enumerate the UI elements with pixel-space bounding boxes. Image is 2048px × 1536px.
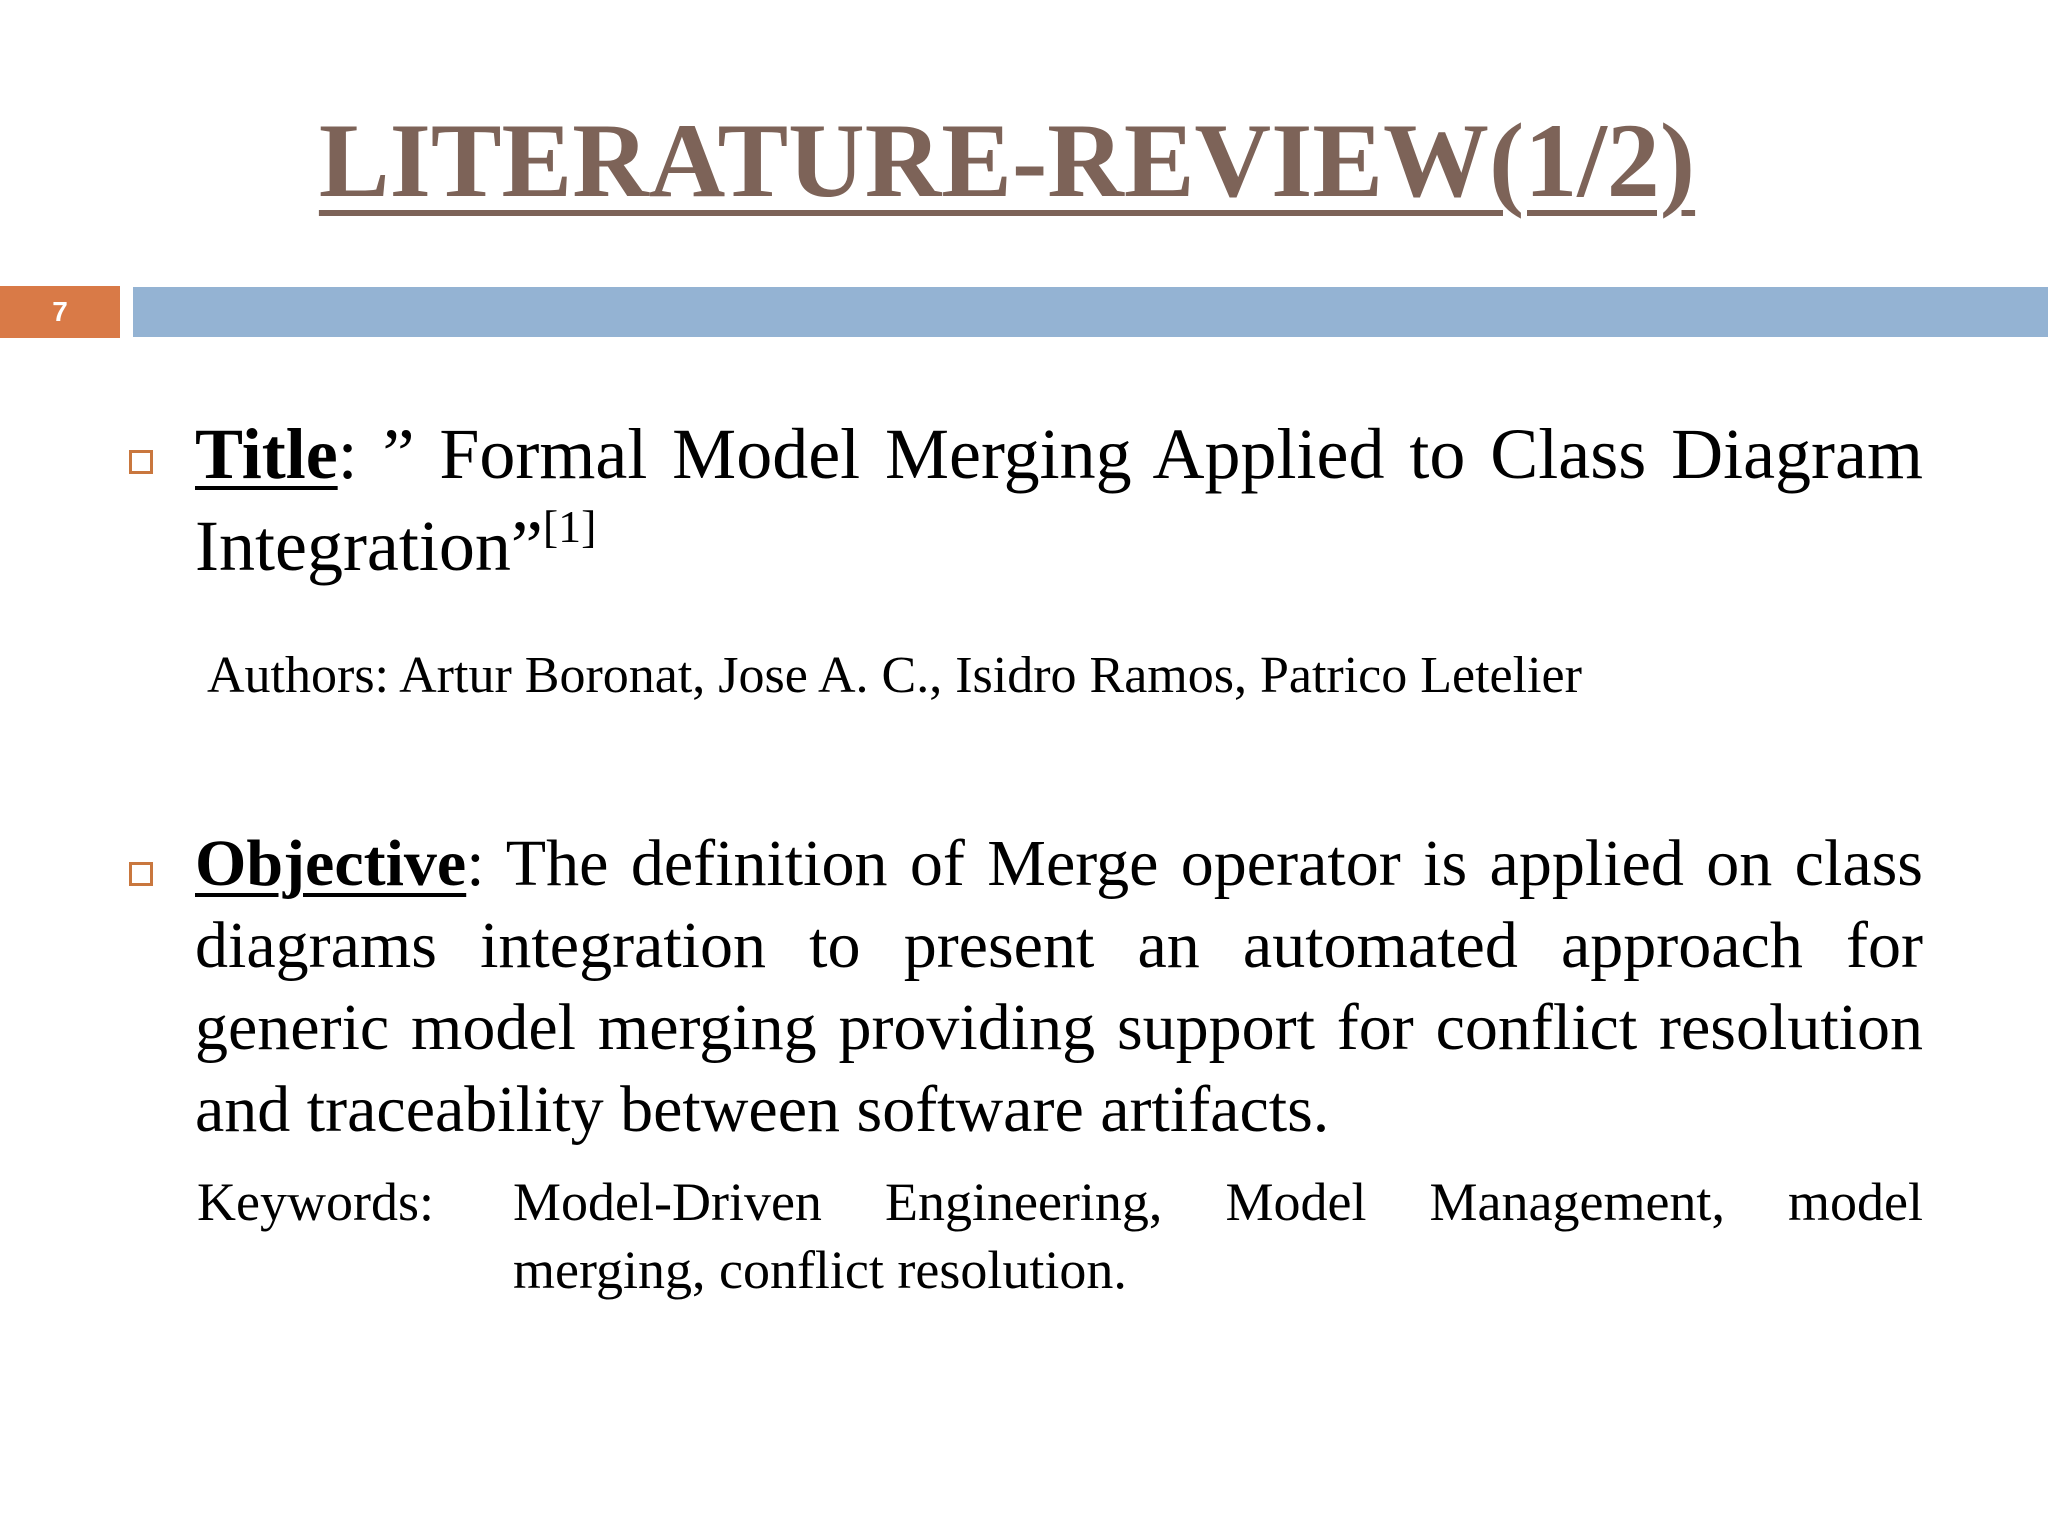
keywords-block	[197, 1168, 1923, 1304]
reference-marker: [1]	[542, 501, 597, 552]
authors-line: Authors: Artur Boronat, Jose A. C., Isidro Ramos, Patrico Letelier	[207, 647, 1582, 704]
paper-title: ” Formal Model Merging Applied to Class Diagram Integration”	[195, 414, 1923, 586]
slide-title-text: LITERATURE-REVIEW(1/2)	[318, 102, 1696, 219]
keywords-label: Keywords:	[197, 1172, 434, 1232]
slide-number: 7	[52, 296, 68, 327]
accent-bar	[133, 287, 2048, 337]
bullet-title	[195, 408, 1923, 592]
square-bullet-icon	[129, 450, 153, 474]
bullet-objective	[195, 823, 1923, 1151]
slide-number-badge	[0, 286, 120, 338]
bullet-separator: :	[337, 414, 383, 494]
bullet-label-objective: Objective	[195, 827, 467, 900]
square-bullet-icon	[129, 862, 153, 886]
keywords-text: Model-Driven Engineering, Model Management, model merging, conflict resolution.	[513, 1172, 1923, 1300]
slide-title	[0, 102, 2014, 219]
bullet-separator: :	[466, 827, 506, 900]
objective-text: The definition of Merge operator is applied on class diagrams integration to present an automated approach for generic model merging providing support for conflict resolution and traceability between software artifacts.	[195, 827, 1923, 1146]
bullet-label-title: Title	[195, 414, 338, 494]
